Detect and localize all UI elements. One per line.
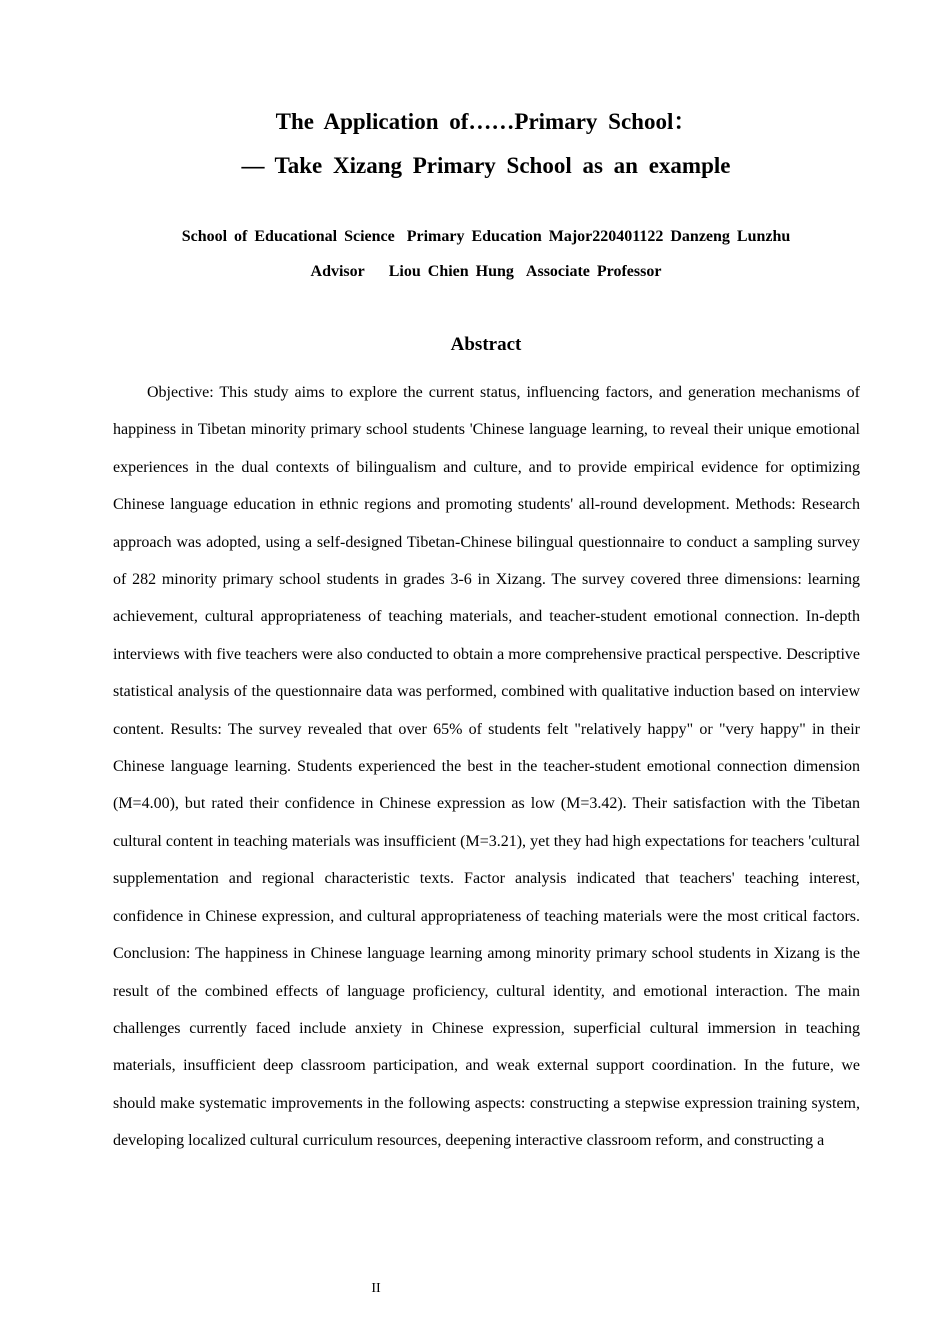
author-major: Primary Education Major220401122 Danzeng Lunzhu	[406, 228, 791, 245]
advisor-name: Liou Chien Hung	[388, 263, 514, 280]
advisor-line	[0, 263, 950, 281]
page-number: II	[371, 1281, 381, 1296]
subtitle-dash: —	[241, 153, 265, 178]
abstract-heading: Abstract	[450, 334, 522, 355]
author-line	[0, 228, 950, 246]
page-title: The Application of……Primary School：	[275, 109, 697, 134]
advisor-title: Associate Professor	[525, 263, 662, 280]
abstract-body: Objective: This study aims to explore the current status, influencing factors, and generation mechanisms of happiness in Tibetan minority primary school students 'Chinese language learning, to reveal their unique emotional experiences in the dual contexts of bilingualism and culture, and to provide empirical evidence for optimizing Chinese language education in ethnic regions and promoting students' all-round development. Methods: Research approach was adopted, using a self-designed Tibetan-Chinese bilingual questionnaire to conduct a sampling survey of 282 minority primary school students in grades 3-6 in Xizang. The survey covered three dimensions: learning achievement, cultural appropriateness of teaching materials, and teacher-student emotional connection. In-depth interviews with five teachers were also conducted to obtain a more comprehensive practical perspective. Descriptive statistical analysis of the questionnaire data was performed, combined with qualitative induction based on interview content. Results: The survey revealed that over 65% of students felt "relatively happy" or "very happy" in their Chinese language learning. Students experienced the best in the teacher-student emotional connection dimension (M=4.00), but rated their confidence in Chinese expression as low (M=3.42). Their satisfaction with the Tibetan cultural content in teaching materials was insufficient (M=3.21), yet they had high expectations for teachers 'cultural supplementation and regional characteristic texts. Factor analysis indicated that teachers' teaching interest, confidence in Chinese expression, and cultural appropriateness of teaching materials were the most critical factors. Conclusion: The happiness in Chinese language learning among minority primary school students in Xizang is the result of the combined effects of language proficiency, cultural identity, and emotional interaction. The main challenges currently faced include anxiety in Chinese expression, superficial cultural immersion in teaching materials, insufficient deep classroom participation, and weak external support coordination. In the future, we should make systematic improvements in the following aspects: constructing a stepwise expression training system, developing localized cultural curriculum resources, deepening interactive classroom reform, and constructing a	[113, 384, 860, 1150]
subtitle-text: Take Xizang Primary School as an example	[274, 153, 731, 178]
author-school: School of Educational Science	[181, 228, 395, 245]
advisor-label: Advisor	[310, 263, 365, 280]
page-subtitle	[0, 153, 950, 179]
